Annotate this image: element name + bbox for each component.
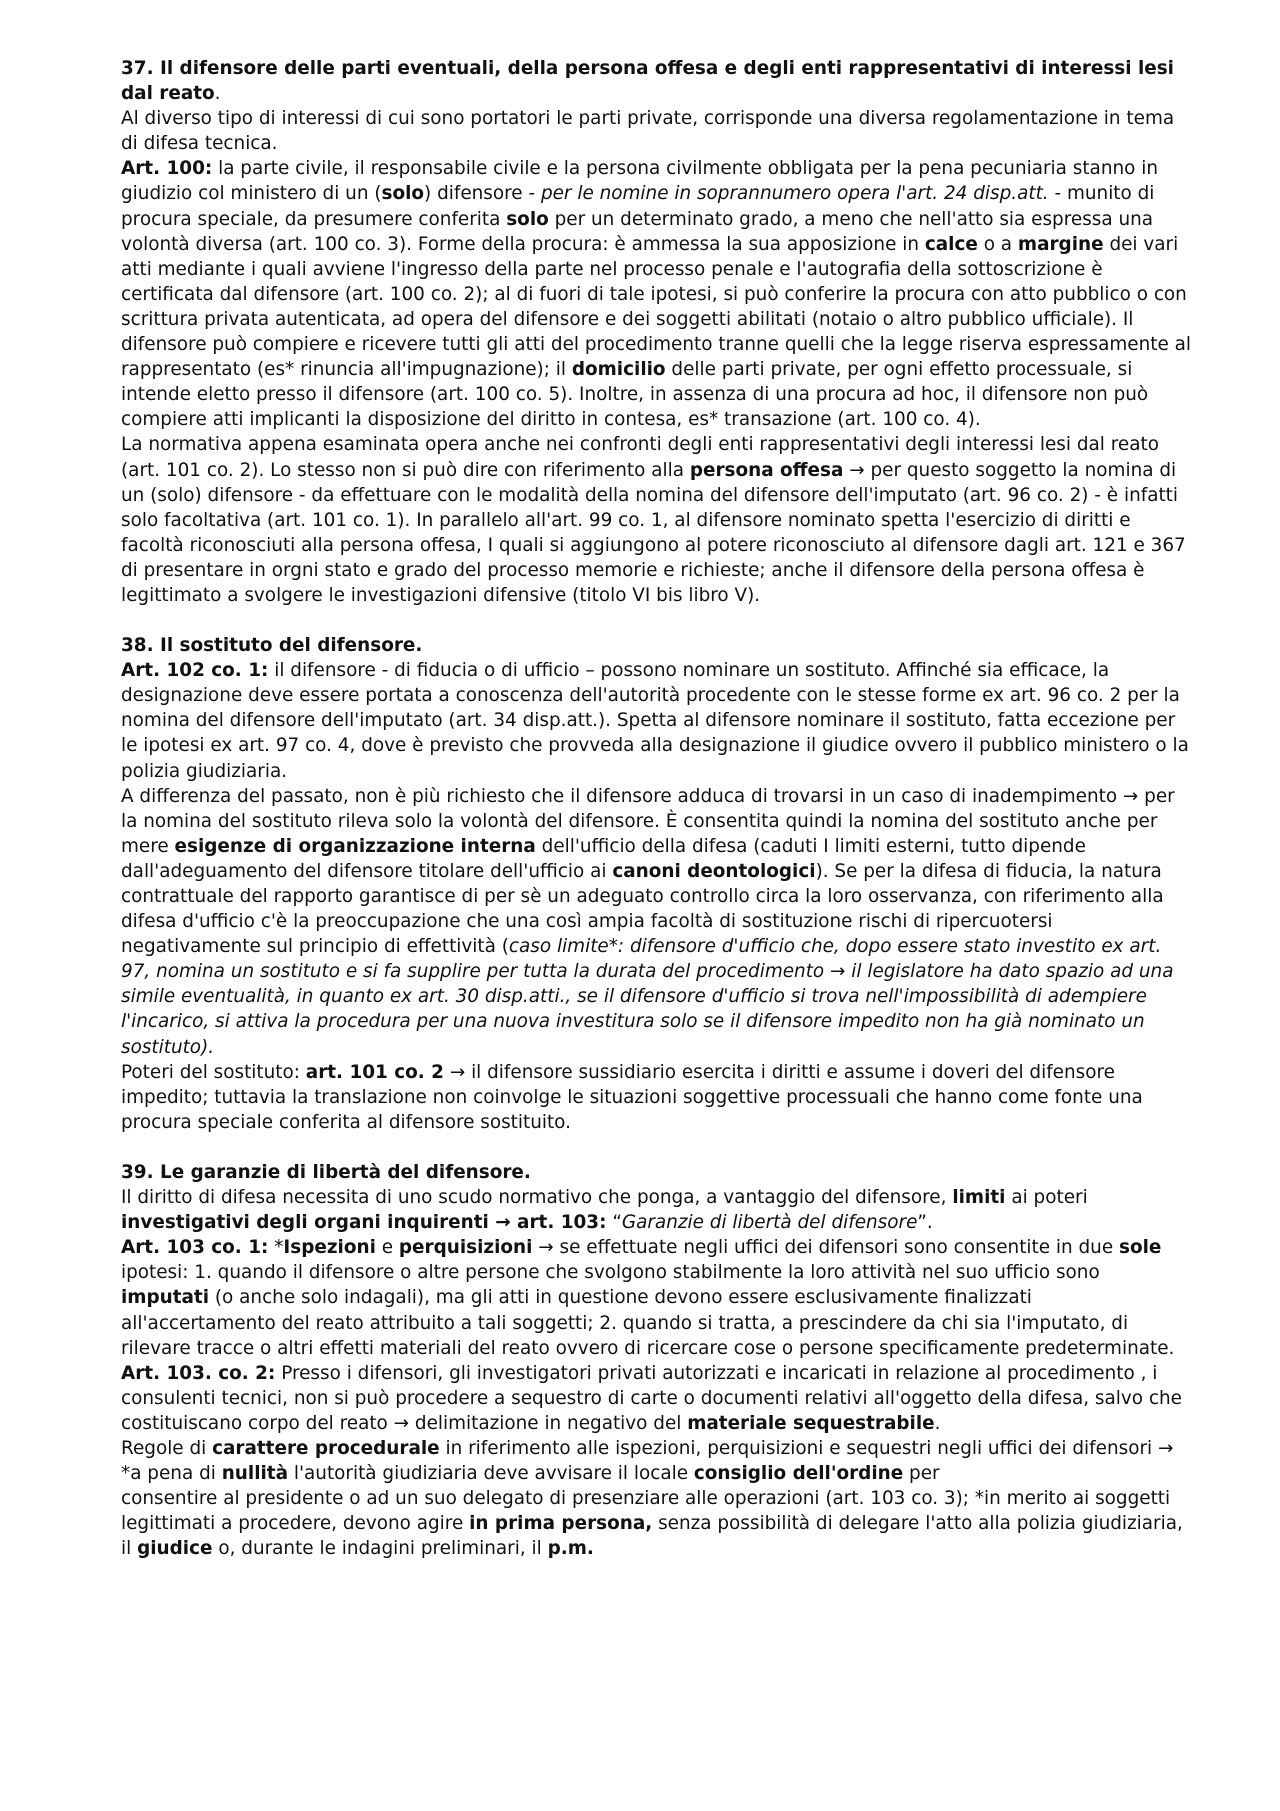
- section-37-intro: Al diverso tipo di interessi di cui sono portatori le parti private, corrisponde una diversa regolamentazione in tema di difesa tecnica.: [121, 108, 1175, 155]
- section-38-difference-paragraph: A differenza del passato, non è più richiesto che il difensore adduca di trovarsi in un caso di inadempimento → per la nomina del sostituto rileva solo la volontà del difensore. È consentita quindi la nomina del sostituto anche per mere esigenze di organizzazione interna dell'ufficio della difesa (caduti I limiti esterni, tutto dipende dall'adeguamento del difensore titolare dell'ufficio ai canoni deontologici). Se per la difesa di fiducia, la natura contrattuale del rapporto garantisce di per sè un adeguato controllo circa la loro osservanza, con riferimento alla difesa d'ufficio c'è la preoccupazione che una così ampia facoltà di sostituzione rischi di ripercuotersi negativamente sul principio di effettività (caso limite*: difensore d'ufficio che, dopo essere stato investito ex art. 97, nomina un sostituto e si fa supplire per tutta la durata del procedimento → il legislatore ha dato spazio ad una simile eventualità, in quanto ex art. 30 disp.atti., se il difensore d'ufficio si trova nell'impossibilità di adempiere l'incarico, si attiva la procedura per una nuova investitura solo se il difensore impedito non ha già nominato un sostituto).: [121, 785, 1175, 1058]
- document-page: [121, 56, 1191, 1561]
- section-39-art103-co2-paragraph: Art. 103. co. 2: Presso i difensori, gli investigatori privati autorizzati e incaricati in relazione al procedimento , i consulenti tecnici, non si può procedere a sequestro di carte o documenti relativi all'oggetto della difesa, salvo che costituiscano corpo del reato → delimitazione in negativo del materiale sequestrabile.: [121, 1362, 1182, 1434]
- section-38-art102-paragraph: Art. 102 co. 1: il difensore - di fiducia o di ufficio – possono nominare un sostituto. Affinché sia efficace, la designazione deve essere portata a conoscenza dell'autorità procedente con le stesse forme ex art. 96 co. 2 per la nomina del difensore dell'imputato (art. 34 disp.att.). Spetta al difensore nominare il sostituto, fatta eccezione per le ipotesi ex art. 97 co. 4, dove è previsto che provveda alla designazione il giudice ovvero il pubblico ministero o la polizia giudiziaria.: [121, 660, 1189, 782]
- section-39-heading: 39. Le garanzie di libertà del difensore.: [121, 1161, 531, 1183]
- section-37-offended-person-paragraph: La normativa appena esaminata opera anche nei confronti degli enti rappresentativi degli interessi lesi dal reato (art. 101 co. 2). Lo stesso non si può dire con riferimento alla persona offesa → per questo soggetto la nomina di un (solo) difensore - da effettuare con le modalità della nomina del difensore dell'imputato (art. 96 co. 2) - è infatti solo facoltativa (art. 101 co. 1). In parallelo all'art. 99 co. 1, al difensore nominato spetta l'esercizio di diritti e facoltà riconosciuti alla persona offesa, I quali si aggiungono al potere riconosciuto al difensore dagli art. 121 e 367 di presentare in orgni stato e grado del processo memorie e richieste; anche il difensore della persona offesa è legittimato a svolgere le investigazioni difensive (titolo VI bis libro V).: [121, 434, 1186, 606]
- section-39-presidency-paragraph: consentire al presidente o ad un suo delegato di presenziare alle operazioni (art. 103 co. 3); *in merito ai soggetti legittimati a procedere, devono agire in prima persona, senza possibilità di delegare l'atto alla polizia giudiziaria, il giudice o, durante le indagini preliminari, il p.m.: [121, 1488, 1183, 1560]
- section-39-procedural-paragraph: Regole di carattere procedurale in riferimento alle ispezioni, perquisizioni e sequestri negli uffici dei difensori → *a pena di nullità l'autorità giudiziaria deve avvisare il locale consiglio dell'ordine per: [121, 1437, 1174, 1485]
- section-spacer: [121, 1135, 1191, 1160]
- section-38-heading: 38. Il sostituto del difensore.: [121, 635, 423, 657]
- section-39-intro-paragraph: Il diritto di difesa necessita di uno scudo normativo che ponga, a vantaggio del difensore, limiti ai poteri investigativi degli organi inquirenti → art. 103: “Garanzie di libertà del difensore”.: [121, 1187, 1088, 1234]
- section-37-art100-paragraph: Art. 100: la parte civile, il responsabile civile e la persona civilmente obbligata per la pena pecuniaria stanno in giudizio col ministero di un (solo) difensore - per le nomine in soprannumero opera l'art. 24 disp.att. - munito di procura speciale, da presumere conferita solo per un determinato grado, a meno che nell'atto sia espressa una volontà diversa (art. 100 co. 3). Forme della procura: è ammessa la sua apposizione in calce o a margine dei vari atti mediante i quali avviene l'ingresso della parte nel processo penale e l'autografia della sottoscrizione è certificata dal difensore (art. 100 co. 2); al di fuori di tale ipotesi, si può conferire la procura con atto pubblico o con scrittura privata autenticata, ad opera del difensore e dei soggetti abilitati (notaio o altro pubblico ufficiale). Il difensore può compiere e ricevere tutti gli atti del procedimento tranne quelli che la legge riserva espressamente al rappresentato (es* rinuncia all'impugnazione); il domicilio delle parti private, per ogni effetto processuale, si intende eletto presso il difensore (art. 100 co. 5). Inoltre, in assenza di una procura ad hoc, il difensore non può compiere atti implicanti la disposizione del diritto in contesa, es* transazione (art. 100 co. 4).: [121, 158, 1191, 431]
- section-38-powers-paragraph: Poteri del sostituto: art. 101 co. 2 → il difensore sussidiario esercita i diritti e assume i doveri del difensore impedito; tuttavia la translazione non coinvolge le situazioni soggettive processuali che hanno come fonte una procura speciale conferita al difensore sostituito.: [121, 1061, 1143, 1133]
- section-39-art103-co1-paragraph: Art. 103 co. 1: *Ispezioni e perquisizioni → se effettuate negli uffici dei difensori sono consentite in due sole ipotesi: 1. quando il difensore o altre persone che svolgono stabilmente la loro attività nel suo ufficio sono imputati (o anche solo indagali), ma gli atti in questione devono essere esclusivamente finalizzati all'accertamento del reato attribuito a tali soggetti; 2. quando si tratta, a prescindere da chi sia l'imputato, di rilevare tracce o altri effetti materiali del reato ovvero di ricercare cose o persone specificamente predeterminate.: [121, 1237, 1175, 1359]
- section-37-title: 37. Il difensore delle parti eventuali, della persona offesa e degli enti rappresentativi di interessi lesi dal reato: [121, 58, 1174, 105]
- section-spacer: [121, 608, 1191, 633]
- section-37-heading: 37. Il difensore delle parti eventuali, della persona offesa e degli enti rappresentativi di interessi lesi dal reato.: [121, 58, 1174, 105]
